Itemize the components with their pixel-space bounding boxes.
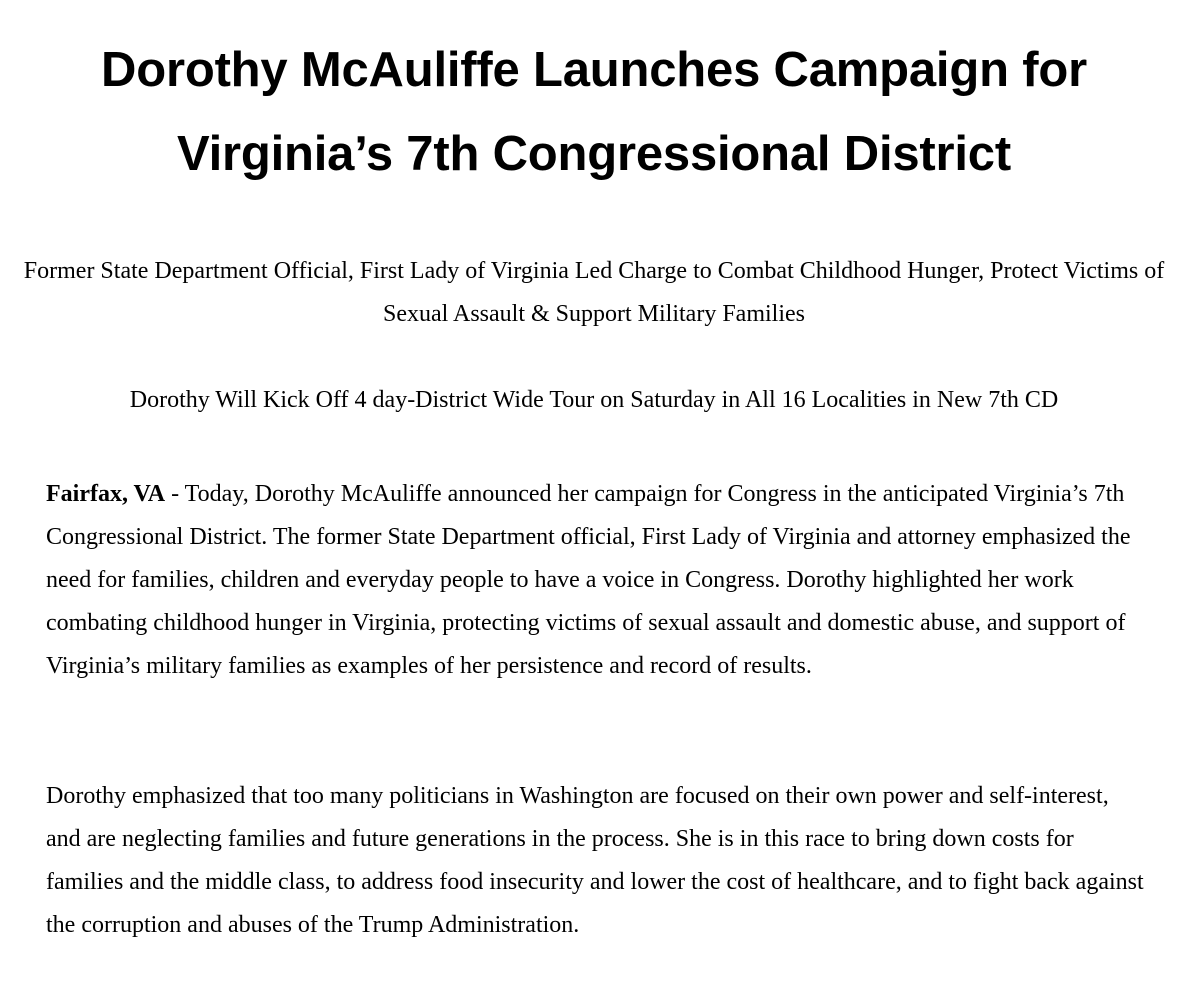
body-paragraph-2: Dorothy emphasized that too many politicians in Washington are focused on their own power and self-interest, and are neglecting families and future generations in the process. She is in this race to bring down costs for families and the middle class, to address food insecurity and lower the cost of healthcare, and to fight back against the corruption and abuses of the Trump Administration. (46, 783, 1144, 938)
press-release-headline: Dorothy McAuliffe Launches Campaign for Virginia’s 7th Congressional District (101, 43, 1087, 181)
dateline: Fairfax, VA (46, 481, 166, 507)
subheadline-1: Former State Department Official, First Lady of Virginia Led Charge to Combat Childhood Hunger, Protect Victims of Sexual Assault & Support Military Families (23, 258, 1165, 327)
body-paragraph-1-text: - Today, Dorothy McAuliffe announced her campaign for Congress in the anticipated Virginia’s 7th Congressional District. The former State Department official, First Lady of Virginia and attorney emphasized the need for families, children and everyday people to have a voice in Congress. Dorothy highlighted her work combating childhood hunger in Virginia, protecting victims of sexual assault and domestic abuse, and support of Virginia’s military families as examples of her persistence and record of results. (46, 481, 1131, 679)
body-paragraph-1 (46, 473, 1146, 688)
subheadline-2: Dorothy Will Kick Off 4 day-District Wide Tour on Saturday in All 16 Localities in New 7th CD (129, 387, 1059, 413)
